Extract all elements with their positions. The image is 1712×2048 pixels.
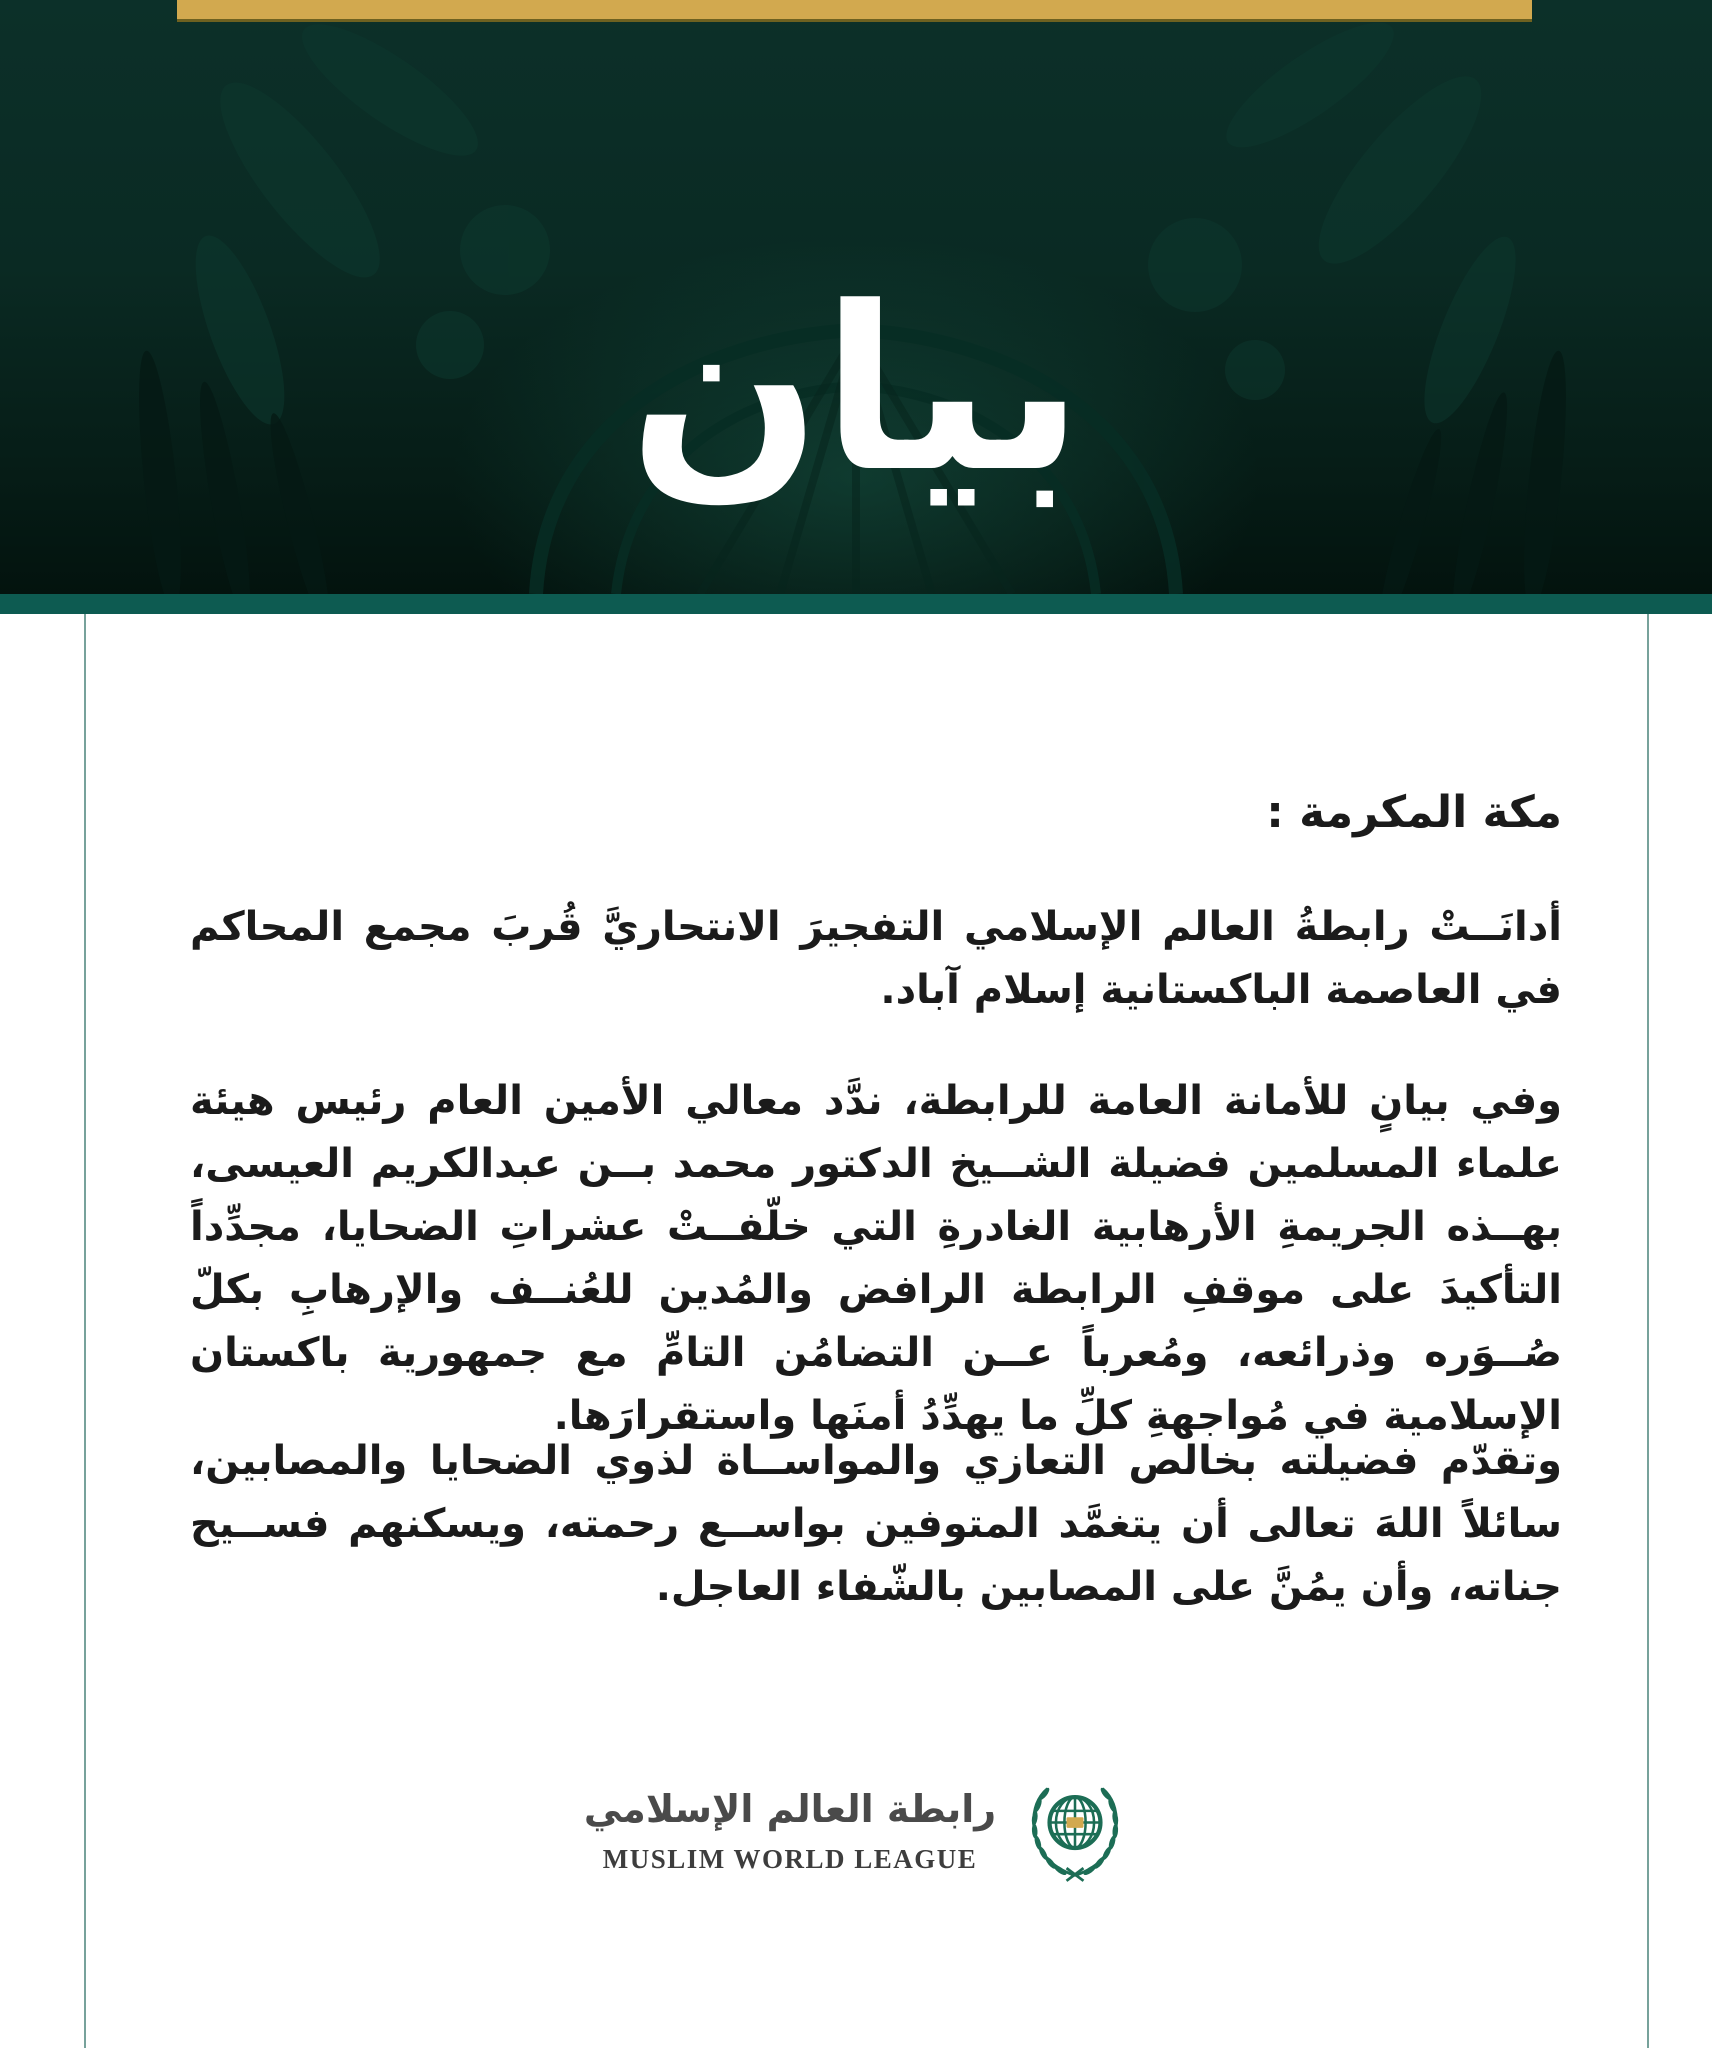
statement-title-calligraphy: بيان (628, 259, 1084, 522)
mwl-arabic-wordmark: رابطة العالم الإسلامي (583, 1786, 997, 1831)
mwl-english-wordmark: MUSLIM WORLD LEAGUE (602, 1844, 978, 1875)
statement-paragraph-3: وتقدّم فضيلته بخالص التعازي والمواســاة لذوي الضحايا والمصابين، سائلاً اللهَ تعالى أن يتغمَّد المتوفين بواســع رحمته، ويسكنهم فســيح جناته، وأن يمُنَّ على المصابين بالشّفاء العاجل. (190, 1438, 1562, 1610)
wreath-globe-icon (1022, 1778, 1128, 1884)
teal-divider-band (0, 594, 1712, 614)
header-banner (0, 0, 1712, 594)
location-heading: مكة المكرمة : (1266, 787, 1562, 838)
mwl-wordmarks (584, 1787, 996, 1876)
statement-paragraph-1: أدانَــتْ رابطةُ العالم الإسلامي التفجيرَ الانتحاريَّ قُربَ مجمع المحاكم في العاصمة الباكستانية إسلام آباد. (190, 904, 1562, 1013)
gold-kaaba-mark (1067, 1817, 1084, 1828)
gold-accent-bar (177, 0, 1532, 22)
mwl-logo (0, 1778, 1712, 1884)
statement-paragraph-2: وفي بيانٍ للأمانة العامة للرابطة، ندَّد معالي الأمين العام رئيس هيئة علماء المسلمين فضيلة الشــيخ الدكتور محمد بــن عبدالكريم العيسى، بهــذه الجريمةِ الأرهابية الغادرةِ التي خلّفــتْ عشراتِ الضحايا، مجدِّداً التأكيدَ على موقفِ الرابطة الرافض والمُدين للعُنــف والإرهابِ بكلّ صُــوَره وذرائعه، ومُعرباً عــن التضامُن التامِّ مع جمهورية باكستان الإسلامية في مُواجهةِ كلِّ ما يهدِّدُ أمنَها واستقرارَها. (190, 1078, 1562, 1439)
